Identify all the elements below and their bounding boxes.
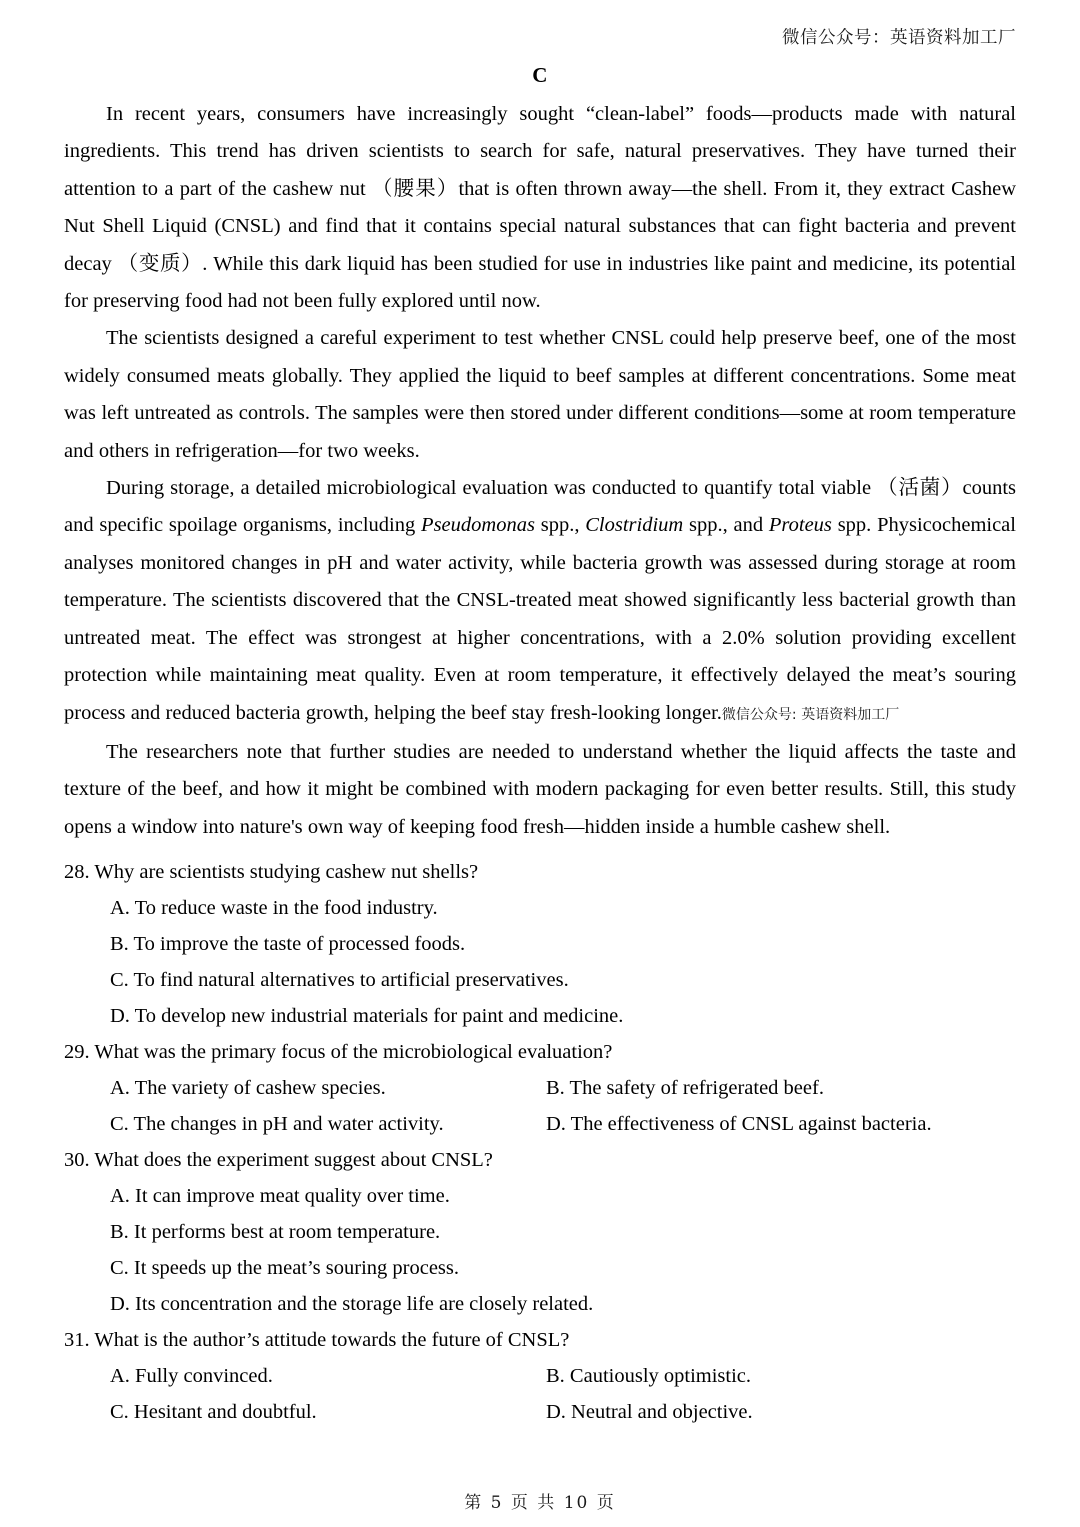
passage-paragraph-1 — [64, 96, 1016, 320]
question-28 — [64, 854, 1016, 1034]
question-30-option-a[interactable]: A. It can improve meat quality over time. — [110, 1185, 450, 1208]
question-31-option-b[interactable]: B. Cautiously optimistic. — [546, 1365, 752, 1388]
question-29 — [64, 1034, 1016, 1142]
question-31 — [64, 1322, 1016, 1430]
paragraph-3-text-b: spp., — [534, 514, 586, 537]
question-30-option-b[interactable]: B. It performs best at room temperature. — [110, 1221, 441, 1244]
passage-paragraph-2 — [64, 320, 1016, 470]
question-28-option-d[interactable]: D. To develop new industrial materials for paint and medicine. — [110, 1005, 624, 1028]
question-28-option-a[interactable]: A. To reduce waste in the food industry. — [110, 897, 438, 920]
paragraph-4-text: The researchers note that further studies are needed to understand whether the liquid affects the taste and texture of the beef, and how it might be combined with modern packaging for even better results. Still, this study opens a window into nature's own way of keeping food fresh—hidden inside a humble cashew shell. — [64, 740, 1016, 838]
paragraph-2-text: The scientists designed a careful experiment to test whether CNSL could help preserve beef, one of the most widely consumed meats globally. They applied the liquid to beef samples at different concentrations. Some meat was left untreated as controls. The samples were then stored under different conditions—some at room temperature and others in refrigeration—for two weeks. — [64, 327, 1016, 462]
paragraph-3-text-c: spp., and — [683, 514, 769, 537]
question-30-option-d[interactable]: D. Its concentration and the storage life are closely related. — [110, 1293, 594, 1316]
inline-watermark: 微信公众号: 英语资料加工厂 — [721, 706, 900, 723]
question-29-option-d[interactable]: D. The effectiveness of CNSL against bacteria. — [546, 1113, 932, 1136]
question-29-option-b[interactable]: B. The safety of refrigerated beef. — [546, 1077, 824, 1100]
passage-paragraph-3 — [64, 470, 1016, 734]
question-28-option-b[interactable]: B. To improve the taste of processed foods. — [110, 933, 466, 956]
species-name-clostridium: Clostridium — [585, 514, 684, 537]
header-watermark: 微信公众号：英语资料加工厂 — [782, 28, 1016, 48]
passage-paragraph-4 — [64, 734, 1016, 846]
question-31-option-d[interactable]: D. Neutral and objective. — [546, 1401, 753, 1424]
question-31-option-a[interactable]: A. Fully convinced. — [110, 1365, 273, 1388]
passage-content — [64, 60, 1016, 1430]
paragraph-3-text-a: During storage, a detailed microbiological evaluation was conducted to quantify total viable （活菌）counts and specific spoilage organisms, including — [64, 477, 1016, 537]
question-29-option-row-2 — [64, 1106, 1016, 1142]
question-31-option-row-1 — [64, 1358, 1016, 1394]
question-29-option-c[interactable]: C. The changes in pH and water activity. — [110, 1113, 444, 1136]
question-29-stem: 29. What was the primary focus of the microbiological evaluation? — [64, 1041, 613, 1064]
questions-list — [64, 854, 1016, 1430]
question-28-option-c[interactable]: C. To find natural alternatives to artificial preservatives. — [110, 969, 569, 992]
question-30-stem: 30. What does the experiment suggest about CNSL? — [64, 1149, 493, 1172]
paragraph-3-text-d: spp. Physicochemical analyses monitored changes in pH and water activity, while bacteria growth was assessed during storage at room temperature. The scientists discovered that the CNSL-treated meat showed significantly less bacterial growth than untreated meat. The effect was strongest at higher concentrations, with a 2.0% solution providing excellent protection while maintaining meat quality. Even at room temperature, it effectively delayed the meat’s souring process and reduced bacteria growth, helping the beef stay fresh-looking longer. — [64, 514, 1016, 724]
species-name-pseudomonas: Pseudomonas — [421, 514, 535, 537]
question-28-stem: 28. Why are scientists studying cashew nut shells? — [64, 861, 479, 884]
question-31-option-row-2 — [64, 1394, 1016, 1430]
question-31-option-c[interactable]: C. Hesitant and doubtful. — [110, 1401, 317, 1424]
species-name-proteus: Proteus — [768, 514, 832, 537]
question-30 — [64, 1142, 1016, 1322]
question-31-stem: 31. What is the author’s attitude towards the future of CNSL? — [64, 1329, 570, 1352]
page-footer: 第 5 页 共 10 页 — [464, 1493, 616, 1513]
question-29-option-row-1 — [64, 1070, 1016, 1106]
paragraph-1-text: In recent years, consumers have increasingly sought “clean-label” foods—products made with natural ingredients. This trend has driven scientists to search for safe, natural preservatives. They have turned their attention to a part of the cashew nut （腰果）that is often thrown away—the shell. From it, they extract Cashew Nut Shell Liquid (CNSL) and find that it contains special natural substances that can fight bacteria and prevent decay （变质）. While this dark liquid has been studied for use in industries like paint and medicine, its potential for preserving food had not been fully explored until now. — [64, 103, 1016, 313]
question-30-option-c[interactable]: C. It speeds up the meat’s souring process. — [110, 1257, 460, 1280]
section-letter-heading: C — [532, 63, 548, 87]
question-29-option-a[interactable]: A. The variety of cashew species. — [110, 1077, 386, 1100]
